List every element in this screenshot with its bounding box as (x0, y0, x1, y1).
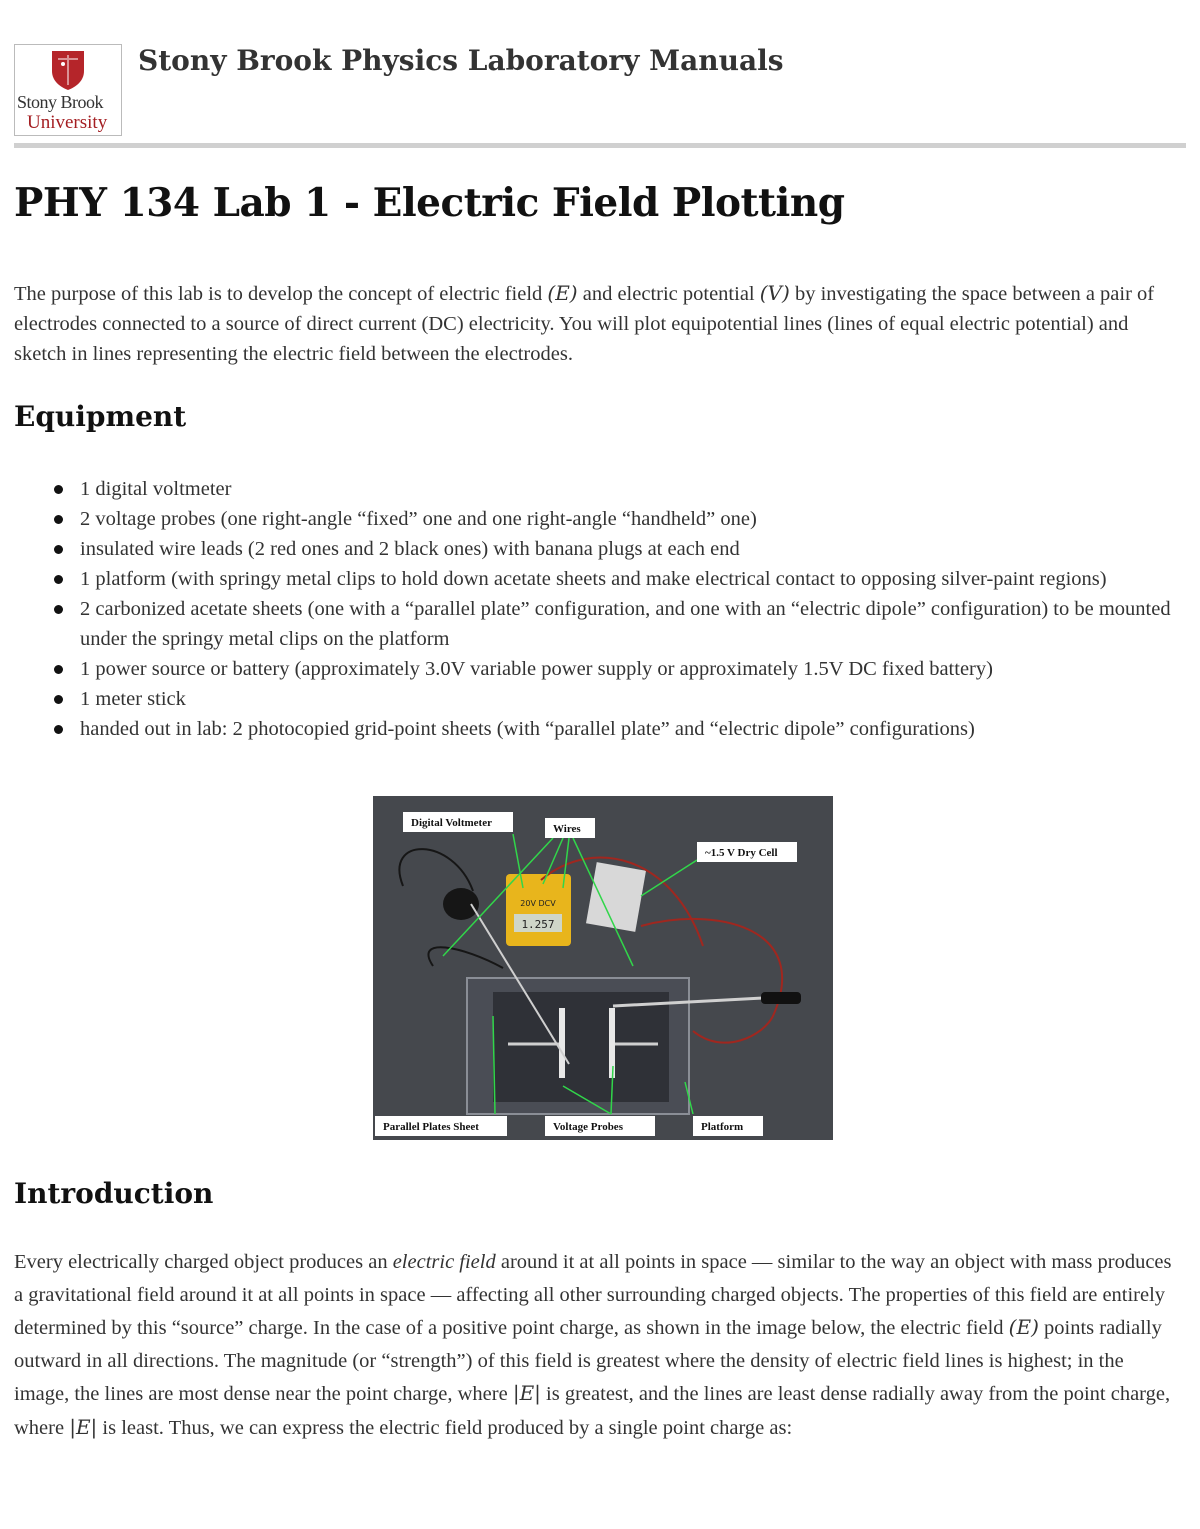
battery-shape (586, 862, 646, 932)
shield-icon (48, 49, 88, 91)
site-title[interactable]: Stony Brook Physics Laboratory Manuals (138, 44, 784, 77)
intro-body-4: is greatest, and the lines are least dense radially away from the point charge, where (14, 1383, 1171, 1439)
list-item: 2 carbonized acetate sheets (one with a “parallel plate” configuration, and one with an “electric dipole” configuration) to be mounted under the springy metal clips on the platform (14, 594, 1180, 654)
label-digital-voltmeter: Digital Voltmeter (411, 817, 492, 829)
introduction-heading: Introduction (14, 1177, 214, 1210)
meter-model: 20V DCV (520, 899, 556, 908)
list-item: handed out in lab: 2 photocopied grid-point sheets (with “parallel plate” and “electric dipole” configurations) (14, 714, 1180, 744)
logo-line-2: University (27, 112, 108, 133)
symbol-electric-field-2: (E) (1008, 1315, 1039, 1339)
label-parallel-plates-sheet: Parallel Plates Sheet (383, 1121, 479, 1133)
intro-text-1: The purpose of this lab is to develop the concept of electric field (14, 283, 548, 305)
list-item: 1 platform (with springy metal clips to hold down acetate sheets and make electrical contact to opposing silver-paint regions) (14, 564, 1180, 594)
intro-body-3: points radially outward in all directions. The magnitude (or “strength”) of this field is greatest where the density of electric field lines is highest; in the image, the lines are most dense near the point charge, where (14, 1317, 1162, 1405)
university-logo[interactable] (14, 44, 122, 136)
equipment-list (14, 474, 1180, 744)
list-item: insulated wire leads (2 red ones and 2 black ones) with banana plugs at each end (14, 534, 1180, 564)
symbol-potential: (V) (759, 281, 790, 305)
label-voltage-probes: Voltage Probes (553, 1121, 623, 1133)
list-item: 1 power source or battery (approximately 3.0V variable power supply or approximately 1.5V DC fixed battery) (14, 654, 1180, 684)
page-title: PHY 134 Lab 1 - Electric Field Plotting (14, 180, 845, 226)
voltmeter-shape (506, 874, 571, 946)
intro-text-2: and electric potential (577, 283, 760, 305)
symbol-electric-field: (E) (547, 281, 578, 305)
meter-reading: 1.257 (521, 918, 555, 931)
list-item: 1 meter stick (14, 684, 1180, 714)
introduction-paragraph (14, 1246, 1180, 1444)
acetate-sheet (493, 992, 669, 1102)
intro-body-1: Every electrically charged object produces an (14, 1251, 393, 1273)
header-divider (14, 143, 1186, 148)
symbol-field-magnitude: |E| (512, 1381, 541, 1405)
equipment-photo (373, 796, 833, 1140)
equipment-heading: Equipment (14, 400, 187, 433)
label-wires: Wires (553, 823, 581, 835)
logo-line-1: Stony Brook (17, 92, 104, 112)
list-item: 1 digital voltmeter (14, 474, 1180, 504)
symbol-field-magnitude-2: |E| (69, 1414, 98, 1439)
intro-text-3: by investigating the space between a pair of electrodes connected to a source of direct current (DC) electricity. You will plot equipotential lines (lines of equal electric potential) and sketch in lines representing the electric field between the electrodes. (14, 283, 1155, 365)
label-platform: Platform (701, 1121, 744, 1133)
intro-paragraph (14, 278, 1180, 369)
intro-body-2: around it at all points in space — similar to the way an object with mass produces a gravitational field around it at all points in space — affecting all other surrounding charged objects. The properties of this field are entirely determined by this “source” charge. In the case of a positive point charge, as shown in the image below, the electric field (14, 1251, 1172, 1339)
label-dry-cell: ~1.5 V Dry Cell (705, 847, 778, 859)
emphasis-electric-field: electric field (392, 1251, 496, 1273)
list-item: 2 voltage probes (one right-angle “fixed” one and one right-angle “handheld” one) (14, 504, 1180, 534)
intro-body-5: is least. Thus, we can express the electric field produced by a single point charge as: (97, 1416, 793, 1439)
site-header (14, 44, 1186, 136)
